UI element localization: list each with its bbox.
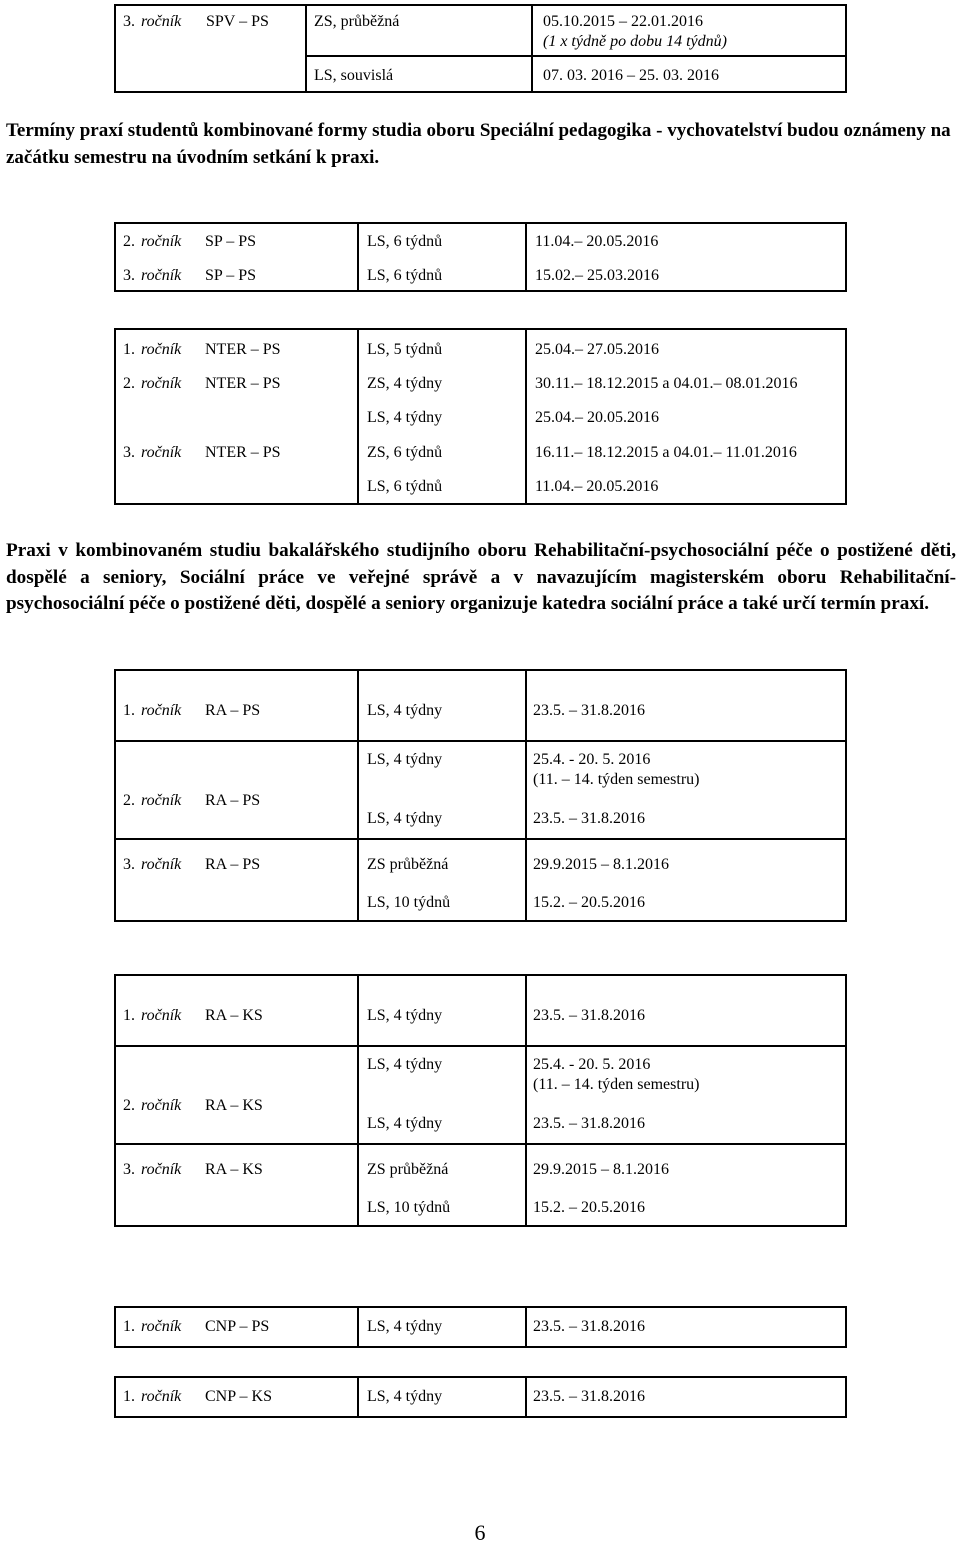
year-number: 2. [123,792,135,809]
rocnik-label: ročník [141,233,182,250]
year-number: 2. [123,233,135,250]
year-number: 1. [123,1388,135,1405]
dates-cell: 25.4. - 20. 5. 2016 [533,1056,651,1073]
table-divider [357,328,359,505]
table-divider [357,974,359,1227]
program-cell: CNP – PS [205,1318,270,1335]
program-cell: SP – PS [205,233,256,250]
table-divider [525,1376,527,1418]
dates-cell: 23.5. – 31.8.2016 [533,1115,645,1132]
term-cell: LS, 4 týdny [367,1056,443,1073]
dates-cell: 05.10.2015 – 22.01.2016 [543,13,703,30]
paragraph-ra: Praxi v kombinovaném studiu bakalářského studijního oboru Rehabilitační-psychosociální péče o postižené děti, dospělé a seniory, Sociální práce ve veřejné správě a v navazujícím magisterském oboru Rehabilitační-psychosociální péče o postižené děti, dospělé a seniory organizuje katedra sociální práce a také určí termín praxí. [6,540,956,614]
table-divider [531,4,533,93]
year-number: 1. [123,1007,135,1024]
program-cell: NTER – PS [205,375,281,392]
term-cell: LS, 6 týdnů [367,478,443,495]
rocnik-label: ročník [141,341,182,358]
page-number: 6 [474,1520,486,1545]
program-cell: NTER – PS [205,341,281,358]
program-cell: RA – PS [205,702,261,719]
dates-cell: 29.9.2015 – 8.1.2016 [533,1161,669,1178]
dates-cell: 23.5. – 31.8.2016 [533,1007,645,1024]
dates-cell: 25.04.– 27.05.2016 [535,341,659,358]
term-cell: ZS průběžná [367,856,449,873]
rocnik-label: ročník [141,13,182,30]
table-divider [114,838,847,840]
dates-cell: 23.5. – 31.8.2016 [533,702,645,719]
term-cell: LS, 4 týdny [367,1115,443,1132]
program-cell: RA – PS [205,792,261,809]
dates-cell: 07. 03. 2016 – 25. 03. 2016 [543,67,719,84]
term-cell: LS, 4 týdny [367,702,443,719]
table-divider [525,974,527,1227]
rocnik-label: ročník [141,702,182,719]
table-divider [525,328,527,505]
year-number: 3. [123,267,135,284]
table-divider [525,1306,527,1348]
dates-cell: 30.11.– 18.12.2015 a 04.01.– 08.01.2016 [535,375,798,392]
term-cell: ZS, 4 týdny [367,375,443,392]
year-number: 3. [123,444,135,461]
rocnik-label: ročník [141,792,182,809]
term-cell: LS, 10 týdnů [367,894,451,911]
term-cell: LS, 4 týdny [367,1007,443,1024]
rocnik-label: ročník [141,1388,182,1405]
dates-cell: 15.2. – 20.5.2016 [533,894,645,911]
term-cell: LS, souvislá [314,67,394,84]
rocnik-label: ročník [141,1007,182,1024]
term-cell: LS, 4 týdny [367,409,443,426]
program-cell: RA – KS [205,1161,263,1178]
table-divider [357,222,359,292]
dates-cell: 15.02.– 25.03.2016 [535,267,659,284]
term-cell: ZS, 6 týdnů [367,444,443,461]
program-cell: CNP – KS [205,1388,272,1405]
table-divider [305,4,307,93]
table-divider [357,1306,359,1348]
program-cell: RA – KS [205,1097,263,1114]
dates-note: (11. – 14. týden semestru) [533,1076,700,1093]
program-cell: RA – PS [205,856,261,873]
year-number: 1. [123,1318,135,1335]
year-number: 3. [123,856,135,873]
rocnik-label: ročník [141,1161,182,1178]
term-cell: LS, 4 týdny [367,810,443,827]
year-number: 3. [123,1161,135,1178]
dates-cell: 23.5. – 31.8.2016 [533,1318,645,1335]
rocnik-label: ročník [141,1318,182,1335]
term-cell: LS, 6 týdnů [367,267,443,284]
dates-cell: 23.5. – 31.8.2016 [533,1388,645,1405]
year-number: 1. [123,702,135,719]
rocnik-label: ročník [141,856,182,873]
table-divider [525,222,527,292]
table-divider [114,1045,847,1047]
term-cell: LS, 4 týdny [367,751,443,768]
dates-cell: 11.04.– 20.05.2016 [535,478,659,495]
program-cell: NTER – PS [205,444,281,461]
rocnik-label: ročník [141,267,182,284]
rocnik-label: ročník [141,375,182,392]
year-number: 2. [123,375,135,392]
table-divider [357,669,359,922]
dates-cell: 25.4. - 20. 5. 2016 [533,751,651,768]
term-cell: ZS průběžná [367,1161,449,1178]
table-divider [305,55,847,57]
term-cell: LS, 5 týdnů [367,341,443,358]
dates-cell: 25.04.– 20.05.2016 [535,409,659,426]
paragraph-sp: Termíny praxí studentů kombinované formy studia oboru Speciální pedagogika - vychovatelství budou oznámeny na začátku semestru na úvodním setkání k praxi. [6,120,951,168]
program-cell: SPV – PS [206,13,269,30]
dates-cell: 15.2. – 20.5.2016 [533,1199,645,1216]
year-number: 1. [123,341,135,358]
term-cell: LS, 4 týdny [367,1318,443,1335]
rocnik-label: ročník [141,444,182,461]
dates-cell: 11.04.– 20.05.2016 [535,233,659,250]
year-number: 3. [123,13,135,30]
program-cell: RA – KS [205,1007,263,1024]
table-divider [357,1376,359,1418]
table-divider [114,740,847,742]
dates-note: (1 x týdně po dobu 14 týdnů) [543,33,727,50]
rocnik-label: ročník [141,1097,182,1114]
term-cell: LS, 6 týdnů [367,233,443,250]
term-cell: LS, 4 týdny [367,1388,443,1405]
dates-note: (11. – 14. týden semestru) [533,771,700,788]
term-cell: LS, 10 týdnů [367,1199,451,1216]
term-cell: ZS, průběžná [314,13,400,30]
year-number: 2. [123,1097,135,1114]
dates-cell: 23.5. – 31.8.2016 [533,810,645,827]
table-divider [114,1143,847,1145]
dates-cell: 29.9.2015 – 8.1.2016 [533,856,669,873]
dates-cell: 16.11.– 18.12.2015 a 04.01.– 11.01.2016 [535,444,797,461]
table-divider [525,669,527,922]
program-cell: SP – PS [205,267,256,284]
